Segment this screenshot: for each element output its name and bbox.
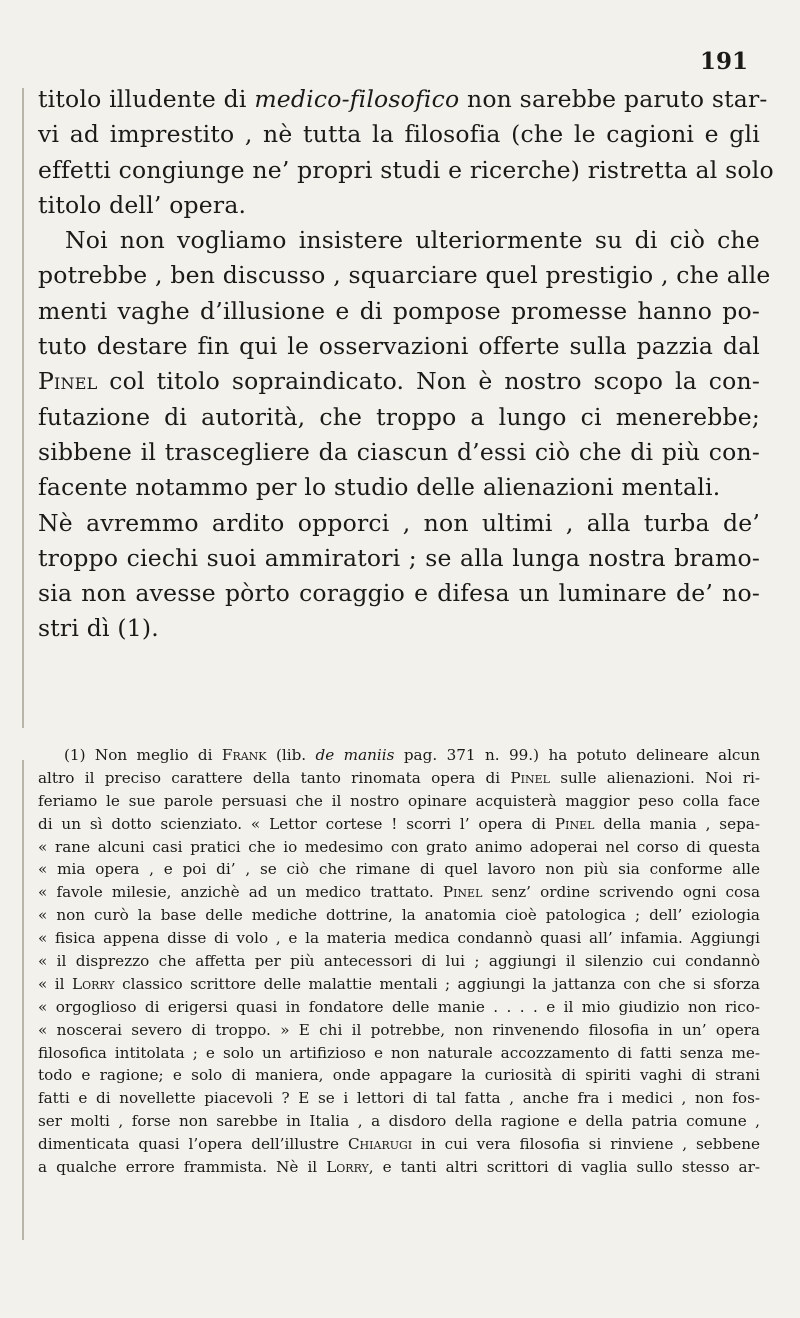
footnote-text: della mania , sepa- [594,814,760,833]
footnote-line [38,836,760,859]
footnote-line [38,1087,760,1110]
body-text: sia non avesse pòrto coraggio e difesa un luminare de’ no- [38,579,760,608]
footnote-line [38,950,760,973]
body-text: titolo illudente di [38,85,255,113]
footnote-line [38,881,760,904]
footnote-text: di un sì dotto scienziato. « Lettor cortese ! scorri l’ opera di [38,814,555,833]
body-line [38,470,760,505]
footnote-text: todo e ragione; e solo di maniera, onde appagare la curiosità di spiriti vaghi di strani [38,1066,760,1085]
italic-term: medico-filosofico [254,85,460,113]
footnote-line [38,744,760,767]
footnote-text: feriamo le sue parole persuasi che il nostro opinare acquisterà maggior peso colla face [38,791,760,810]
body-text: Nè avremmo ardito opporci , non ultimi , alla turba de’ [38,508,760,537]
footnote-line [38,767,760,790]
footnote-text: sulle alienazioni. Noi ri- [549,768,760,787]
footnote-line [38,790,760,813]
author-name: Pinel [38,367,98,396]
footnote-text: « non curò la base delle mediche dottrine, la anatomia cioè patologica ; dell’ eziologia [38,906,760,925]
body-line [38,329,760,364]
body-line [38,576,760,611]
body-text: potrebbe , ben discusso , squarciare quel prestigio , che alle [38,261,771,290]
footnote-line [38,1064,760,1087]
footnote-text: « favole milesie, anzichè ad un medico trattato. [38,883,443,902]
footnote-line [38,904,760,927]
footnote-text: classico scrittore delle malattie mentali ; aggiungi la jattanza con che si sforza [114,974,760,993]
author-name: Pinel [442,883,483,902]
footnote-text: pag. 371 n. 99.) ha potuto delineare alcun [394,746,760,764]
body-text: facente notammo per lo studio delle alienazioni mentali. [38,473,721,502]
body-text: sibbene il trascegliere da ciascun d’essi ciò che di più con- [38,437,760,466]
author-name: Chiarugi [347,1135,413,1154]
footnote-text: , e tanti altri scrittori di vaglia sullo stesso ar- [368,1158,760,1177]
author-name: Frank [221,746,267,764]
footnote-text: (1) Non meglio di [64,746,222,764]
footnote-line [38,858,760,881]
footnote-text: (lib. [266,746,316,764]
page-edge-shadow [22,88,24,728]
footnote-text: senz’ ordine scrivendo ogni cosa [482,883,760,902]
body-text: Noi non vogliamo insistere ulteriormente su di ciò che [65,226,760,255]
footnote-line [38,996,760,1019]
author-name: Lorry [326,1158,369,1177]
body-text: troppo ciechi suoi ammiratori ; se alla lunga nostra bramo- [38,543,760,572]
footnote-text: « rane alcuni casi pratici che io medesimo con grato animo adoperai nel corso di questa [38,837,760,856]
author-name: Pinel [554,814,595,833]
footnote-text: fatti e di novellette piacevoli ? E se i lettori di tal fatta , anche fra i medici , non fos- [38,1089,760,1108]
body-line [38,223,760,258]
body-text: vi ad imprestito , nè tutta la filosofia (che le cagioni e gli [38,120,760,149]
footnote-text: « noscerai severo di troppo. » E chi il potrebbe, non rinvenendo filosofia in un’ opera [38,1020,760,1039]
footnote [38,744,760,1179]
body-text: tuto destare fin qui le osservazioni offerte sulla pazzia dal [38,332,760,361]
body-line [38,258,771,293]
body-text: col titolo sopraindicato. Non è nostro scopo la con- [97,367,760,396]
body-line [38,364,760,399]
body-line [38,117,760,152]
body-line [38,82,768,117]
footnote-text: « orgoglioso di erigersi quasi in fondatore delle manie . . . . e il mio giudizio non rico- [38,997,760,1016]
body-text: effetti congiunge ne’ propri studi e ricerche) ristretta al solo [38,155,774,184]
author-name: Lorry [72,974,115,993]
footnote-text: in cui vera filosofia si rinviene , sebbene [412,1135,760,1154]
body-line [38,611,760,646]
main-text [38,82,774,647]
footnote-line [38,1156,760,1179]
footnote-line [38,927,760,950]
footnote-line [38,813,760,836]
footnote-text: filosofica intitolata ; e solo un artifizioso e non naturale accozzamento di fatti senza me- [38,1043,760,1062]
footnote-text: « mia opera , e poi di’ , se ciò che rimane di quel lavoro non più sia conforme alle [38,860,760,879]
body-line [38,400,760,435]
body-text: futazione di autorità, che troppo a lungo ci menerebbe; [38,402,760,431]
footnote-line [38,1042,760,1065]
body-text: non sarebbe paruto star- [459,85,768,113]
body-line [38,506,760,541]
footnote-text: « il [38,974,72,993]
footnote-line [38,1110,760,1133]
body-line [38,188,760,223]
body-text: menti vaghe d’illusione e di pompose promesse hanno po- [38,296,760,325]
footnote-text: « fisica appena disse di volo , e la materia medica condannò quasi all’ infamia. Aggiungi [38,929,760,948]
body-line [38,153,774,188]
footnote-text: ser molti , forse non sarebbe in Italia , a disdoro della ragione e della patria comune , [38,1112,760,1131]
footnote-text: « il disprezzo che affetta per più antecessori di lui ; aggiungi il silenzio cui condannò [38,952,760,971]
author-name: Pinel [510,768,550,787]
footnote-line [38,1133,760,1156]
italic-term: de maniis [315,746,395,764]
footnote-text: altro il preciso carattere della tanto rinomata opera di [38,768,511,787]
body-line [38,435,760,470]
body-line [38,294,760,329]
body-text: stri dì (1). [38,614,159,643]
footnote-text: dimenticata quasi l’opera dell’illustre [38,1135,348,1154]
footnote-line [38,1019,760,1042]
footnote-text: a qualche errore frammista. Nè il [38,1158,327,1177]
page-edge-shadow-lower [22,760,24,1240]
body-line [38,541,760,576]
body-text: titolo dell’ opera. [38,190,247,219]
page-number: 191 [699,48,748,75]
footnote-line [38,973,760,996]
